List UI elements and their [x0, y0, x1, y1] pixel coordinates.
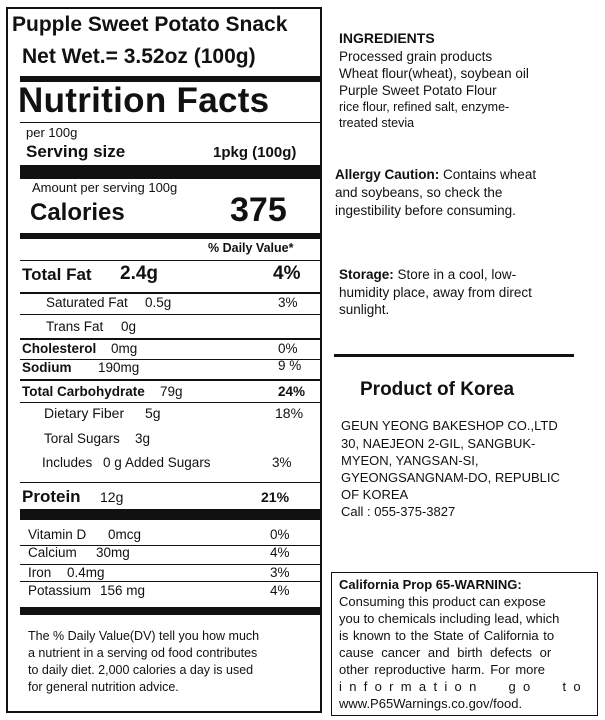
calcium-amount: 30mg: [96, 545, 130, 560]
total-sugars-amount: 3g: [135, 431, 151, 446]
ingredients-line: Purple Sweet Potato Flour: [339, 83, 497, 98]
divider: [20, 122, 320, 123]
allergy-text: Contains wheat: [439, 167, 537, 182]
potassium-amount: 156 mg: [100, 583, 146, 598]
vitamin-d-amount: 0mcg: [108, 527, 142, 542]
allergy-line: ingestibility before consuming.: [335, 203, 516, 218]
vitamin-d-dv: 0%: [270, 527, 290, 542]
per-amount: per 100g: [26, 125, 78, 140]
ingredients-line: rice flour, refined salt, enzyme-: [339, 100, 510, 114]
dietary-fiber-label: Dietary Fiber: [44, 405, 125, 421]
ingredients-line: Processed grain products: [339, 49, 493, 64]
company-name: GEUN YEONG BAKESHOP CO.,LTD: [341, 418, 558, 433]
total-sugars-label: Toral Sugars: [44, 431, 120, 446]
total-carbohydrate-dv: 24%: [278, 384, 306, 399]
serving-size-label: Serving size: [26, 142, 126, 161]
serving-size-value: 1pkg (100g): [213, 144, 297, 161]
company-address-line: MYEON, YANGSAN-SI,: [341, 453, 479, 468]
ingredients-line: Wheat flour(wheat), soybean oil: [339, 66, 529, 81]
warning-link: www.P65Warnings.co.gov/food.: [339, 696, 523, 711]
vitamin-d-label: Vitamin D: [28, 527, 87, 542]
trans-fat-amount: 0g: [121, 319, 137, 334]
product-name: Pupple Sweet Potato Snack: [12, 13, 288, 36]
ingredients-heading: INGREDIENTS: [339, 30, 435, 46]
amount-per-serving: Amount per serving 100g: [32, 180, 178, 195]
potassium-label: Potassium: [28, 583, 92, 598]
allergy-heading: Allergy Caution:: [335, 167, 440, 182]
warning-line: information go to: [339, 679, 588, 694]
divider: [20, 402, 320, 403]
divider: [20, 482, 320, 483]
divider-thick: [20, 233, 320, 239]
sodium-amount: 190mg: [98, 360, 140, 375]
total-fat-amount: 2.4g: [120, 263, 159, 284]
iron-dv: 3%: [270, 565, 290, 580]
calcium-dv: 4%: [270, 545, 290, 560]
company-address-line: GYEONGSANGNAM-DO, REPUBLIC: [341, 470, 560, 485]
footnote-line: a nutrient in a serving od food contributes: [28, 646, 258, 660]
calories-value: 375: [230, 191, 287, 229]
total-fat-label: Total Fat: [22, 265, 92, 284]
protein-amount: 12g: [100, 489, 124, 505]
divider: [20, 581, 320, 582]
warning-line: other reproductive harm. For more: [339, 662, 545, 677]
warning-line: you to chemicals including lead, which: [339, 611, 560, 626]
sodium-dv: 9 %: [278, 358, 302, 373]
iron-amount: 0.4mg: [67, 565, 105, 580]
saturated-fat-label: Saturated Fat: [46, 295, 128, 310]
ingredients-line: treated stevia: [339, 116, 415, 130]
storage-line: sunlight.: [339, 302, 390, 317]
added-sugars-dv: 3%: [272, 455, 292, 470]
sodium-label: Sodium: [22, 360, 72, 375]
company-address-line: 30, NAEJEON 2-GIL, SANGBUK-: [341, 436, 536, 451]
added-sugars-label: Includes: [42, 455, 93, 470]
net-weight: Net Wet.= 3.52oz (100g): [22, 45, 256, 68]
iron-label: Iron: [28, 565, 52, 580]
cholesterol-label: Cholesterol: [22, 341, 97, 356]
warning-line: cause cancer and birth defects or: [339, 645, 552, 660]
dietary-fiber-dv: 18%: [275, 405, 304, 421]
divider-heavy: [20, 509, 320, 520]
warning-heading: California Prop 65-WARNING:: [339, 577, 522, 592]
trans-fat-label: Trans Fat: [46, 319, 104, 334]
nutrition-facts-title: Nutrition Facts: [18, 81, 270, 120]
daily-value-header: % Daily Value*: [208, 241, 294, 255]
divider: [20, 292, 320, 294]
allergy-caution: [335, 166, 536, 183]
added-sugars-amount: 0 g: [103, 455, 122, 470]
storage-info: [339, 266, 516, 283]
cholesterol-amount: 0mg: [111, 341, 138, 356]
footnote-line: to daily diet. 2,000 calories a day is used: [28, 663, 254, 677]
total-fat-dv: 4%: [273, 263, 301, 284]
divider: [334, 354, 574, 357]
footnote-line: for general nutrition advice.: [28, 680, 179, 694]
total-carbohydrate-amount: 79g: [160, 384, 183, 399]
calcium-label: Calcium: [28, 545, 77, 560]
nutrition-label: [6, 7, 322, 713]
added-sugars-suffix: Added Sugars: [125, 455, 211, 470]
cholesterol-dv: 0%: [278, 341, 298, 356]
divider: [20, 314, 320, 315]
potassium-dv: 4%: [270, 583, 290, 598]
divider: [20, 338, 320, 340]
company-address-line: OF KOREA: [341, 487, 409, 502]
divider: [20, 379, 320, 381]
divider-thick: [20, 607, 320, 615]
prop65-warning-box: [331, 572, 598, 716]
dietary-fiber-amount: 5g: [145, 405, 161, 421]
total-carbohydrate-label: Total Carbohydrate: [22, 384, 145, 399]
protein-label: Protein: [22, 487, 81, 506]
allergy-line: and soybeans, so check the: [335, 185, 503, 200]
warning-line: Consuming this product can expose: [339, 594, 546, 609]
storage-heading: Storage:: [339, 267, 394, 282]
warning-line: is known to the State of California to: [339, 628, 555, 643]
divider: [20, 260, 320, 261]
storage-text: Store in a cool, low-: [393, 267, 517, 282]
product-origin: Product of Korea: [360, 379, 515, 400]
storage-line: humidity place, away from direct: [339, 285, 532, 300]
company-phone: Call : 055-375-3827: [341, 504, 456, 519]
protein-dv: 21%: [261, 489, 290, 505]
saturated-fat-dv: 3%: [278, 295, 298, 310]
calories-label: Calories: [30, 199, 125, 226]
divider-heavy: [20, 165, 320, 179]
saturated-fat-amount: 0.5g: [145, 295, 172, 310]
footnote-line: The % Daily Value(DV) tell you how much: [28, 629, 260, 643]
